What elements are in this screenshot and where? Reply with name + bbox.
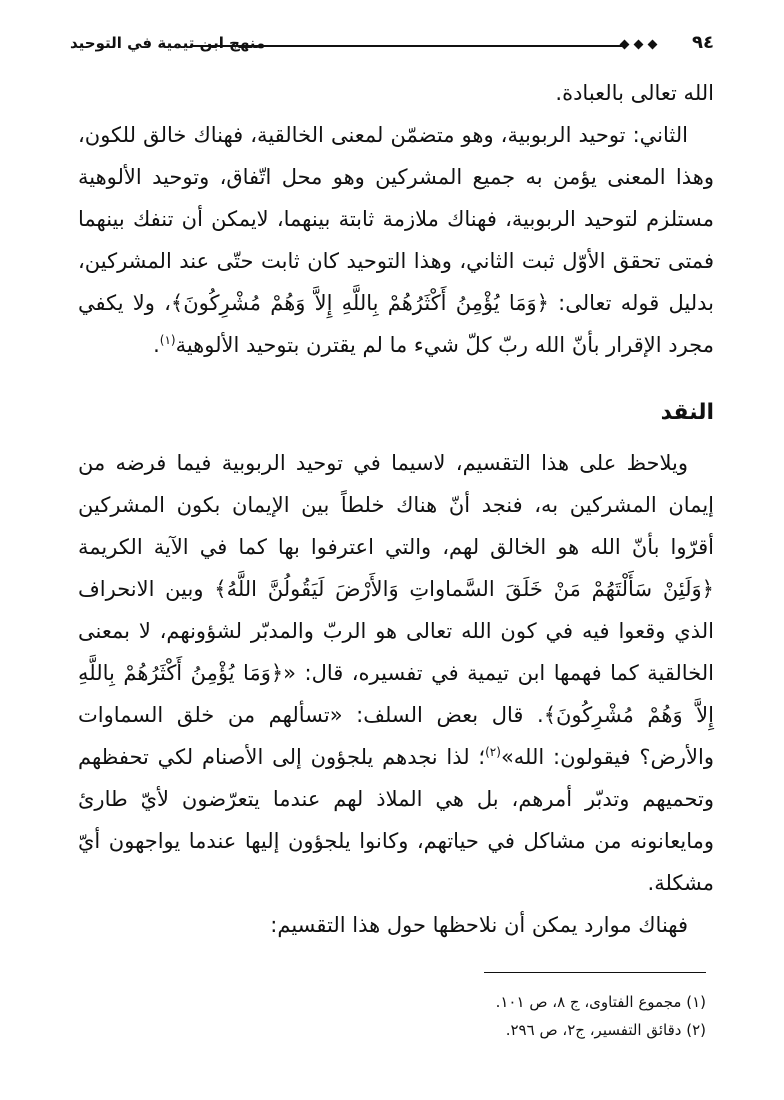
running-title: منهج ابن تيمية في التوحيد	[70, 34, 266, 52]
quran-verse: ﴿وَمَا يُؤْمِنُ أَكْثَرُهُمْ بِاللَّهِ إِلاَّ وَهُمْ مُشْرِكُونَ﴾	[170, 291, 549, 315]
diamond-ornament-icon	[634, 40, 644, 50]
paragraph: الله تعالى بالعبادة.	[555, 81, 714, 105]
diamond-ornament-icon	[648, 40, 658, 50]
page-header	[70, 30, 714, 60]
page-number: ٩٤	[692, 32, 714, 53]
paragraph: فهناك موارد يمكن أن نلاحظها حول هذا التقسيم:	[270, 913, 688, 937]
main-text	[78, 72, 714, 946]
paragraph: ويلاحظ على هذا التقسيم، لاسيما في توحيد الربوبية فيما فرضه من إيمان المشركين به، فنجد أنّ هناك خلطاً بين الإيمان بكون المشركين أقرّوا بأنّ الله هو الخالق لهم، والتي اعترفوا بها كما في الآية الكريمة ﴿وَلَئِنْ سَأَلْتَهُمْ مَنْ خَلَقَ السَّماواتِ وَالأَرْضَ لَيَقُولُنَّ اللَّهُ﴾ وبين الانحراف الذي وقعوا فيه في كون الله تعالى هو الربّ والمدبّر لشؤونهم، لا بمعنى الخالقية كما فهمها ابن تيمية في تفسيره، قال: «﴿وَمَا يُؤْمِنُ أَكْثَرُهُمْ بِاللَّهِ إِلاَّ وَهُمْ مُشْرِكُونَ﴾. قال بعض السلف: «تسألهم من خلق السماوات والأرض؟ فيقولون: الله»$^{(٢)}$؛ لذا نجدهم يلجؤون إلى الأصنام لكي تحفظهم وتحميهم وتدبّر أمرهم، بل هي الملاذ لهم عندما يتعرّضون لأيّ طارئ ومايعانونه من مشاكل في حياتهم، وكانوا يلجؤون إليها عندما يواجهون أيّ مشكلة.	[78, 451, 714, 895]
section-heading: النقد	[660, 400, 714, 425]
footnotes	[70, 988, 706, 1044]
footnote-rule	[484, 972, 706, 973]
footnote-ref[interactable]: (٢)	[485, 745, 501, 759]
paragraph: الثاني: توحيد الربوبية، وهو متضمّن لمعنى الخالقية، فهناك خالق للكون، وهذا المعنى يؤمن به جميع المشركين وهو محل اتّفاق، وتوحيد الألوهية مستلزم لتوحيد الربوبية، فهناك ملازمة ثابتة بينهما، لايمكن أن تنفك بينهما فمتى تحقق الأوّل ثبت الثاني، وهذا التوحيد كان ثابت حتّى عند المشركين، بدليل قوله تعالى: ﴿وَمَا يُؤْمِنُ أَكْثَرُهُمْ بِاللَّهِ إِلاَّ وَهُمْ مُشْرِكُونَ﴾، ولا يكفي مجرد الإقرار بأنّ الله ربّ كلّ شيء ما لم يقترن بتوحيد الألوهية$^{(١)}$.	[78, 123, 714, 357]
footnote: (٢) دقائق التفسير، ج٢، ص ٢٩٦.	[505, 1021, 706, 1039]
quran-verse: ﴿وَلَئِنْ سَأَلْتَهُمْ مَنْ خَلَقَ السَّماواتِ وَالأَرْضَ لَيَقُولُنَّ اللَّهُ﴾	[214, 577, 714, 601]
footnote: (١) مجموع الفتاوى، ج ٨، ص ١٠١.	[495, 993, 706, 1011]
quran-verse: ﴿وَمَا يُؤْمِنُ أَكْثَرُهُمْ بِاللَّهِ إِلاَّ وَهُمْ مُشْرِكُونَ﴾	[78, 661, 714, 727]
footnote-ref[interactable]: (١)	[159, 333, 176, 347]
